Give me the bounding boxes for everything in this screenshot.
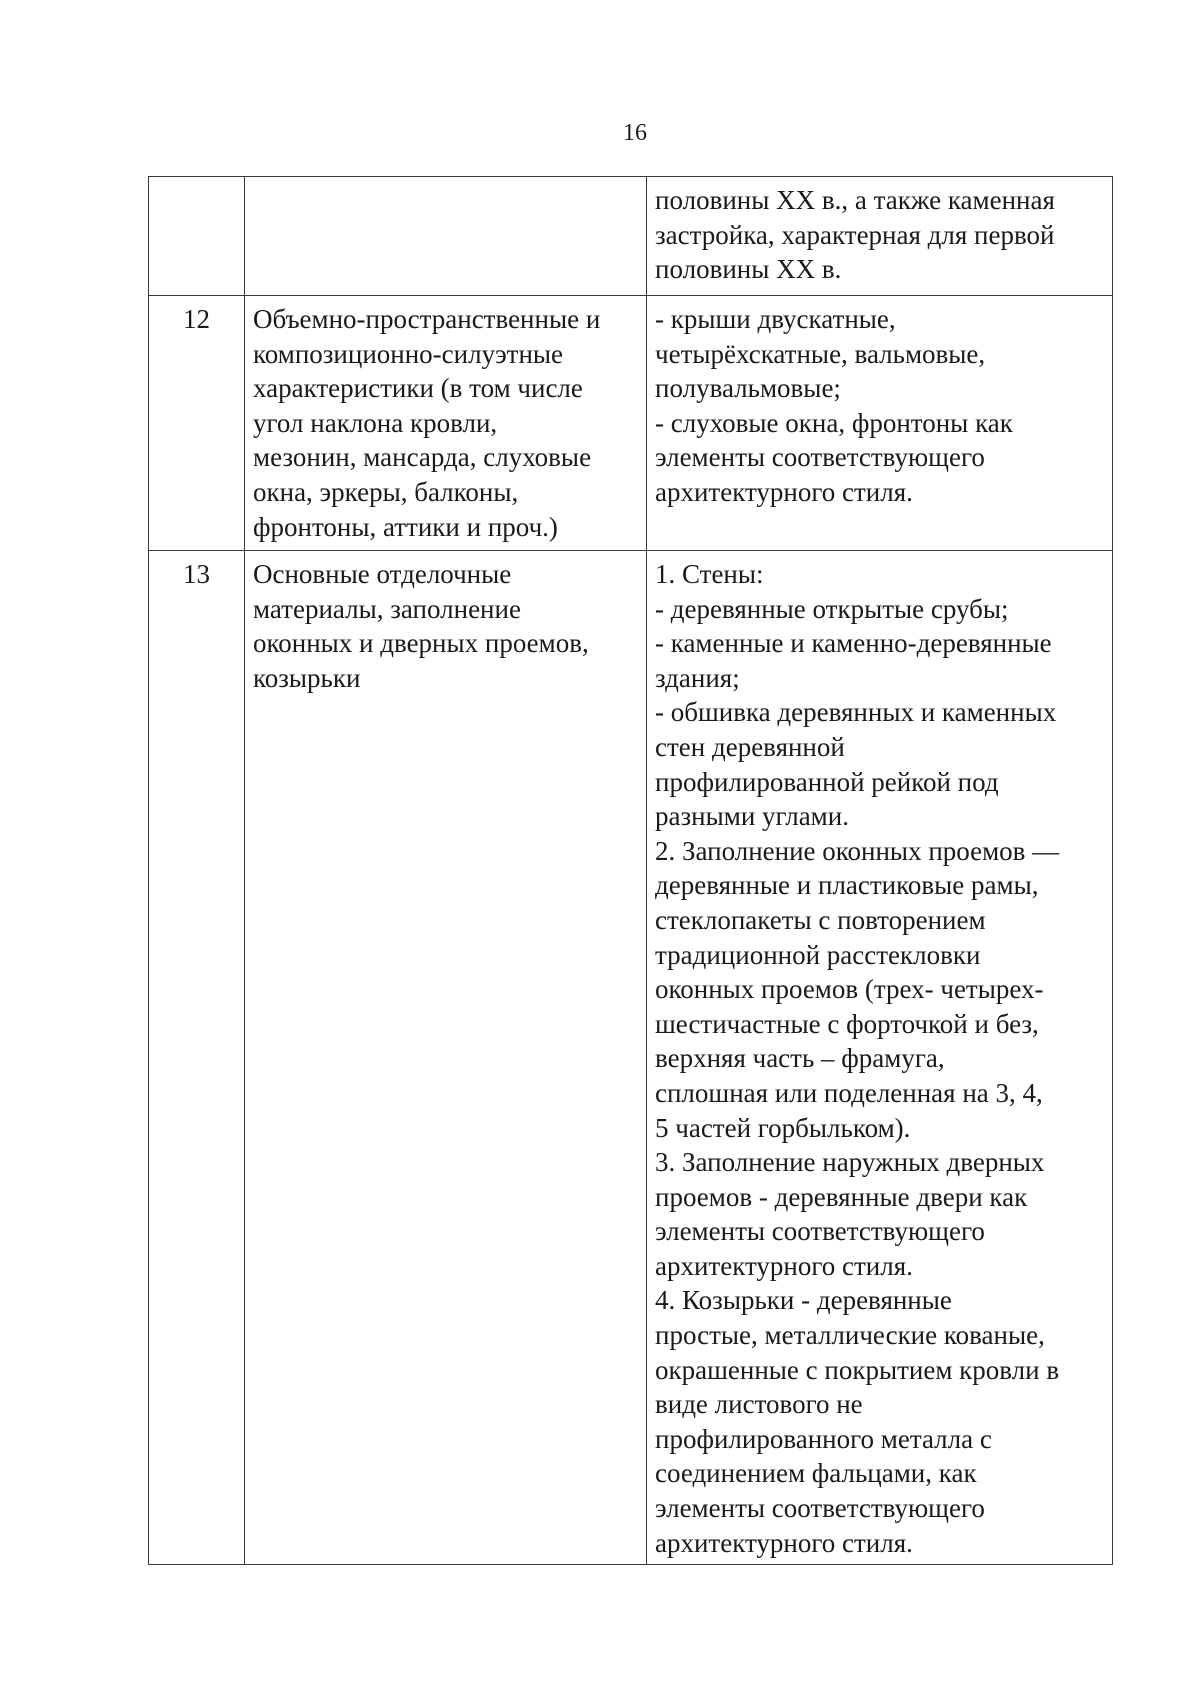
characteristic-cell: Основные отделочные материалы, заполнение оконных и дверных проемов, козырьки: [245, 551, 647, 1565]
description-cell: половины XX в., а также каменная застройка, характерная для первой половины XX в.: [647, 177, 1113, 296]
table-row: [149, 177, 1113, 296]
table-row: [149, 551, 1113, 1565]
page-number: 16: [623, 120, 647, 146]
row-number-cell: 12: [149, 296, 245, 551]
table-row: [149, 296, 1113, 551]
description-cell: 1. Стены: - деревянные открытые срубы; - каменные и каменно-деревянные здания; - обшивка деревянных и каменных стен деревянной профилированной рейкой под разными углами. 2. Заполнение оконных проемов — деревянные и пластиковые рамы, стеклопакеты с повторением традиционной расстекловки оконных проемов (трех- четырех- шестичастные с форточкой и без, верхняя часть – фрамуга, сплошная или поделенная на 3, 4, 5 частей горбыльком). 3. Заполнение наружных дверных проемов - деревянные двери как элементы соответствующего архитектурного стиля. 4. Козырьки - деревянные простые, металлические кованые, окрашенные с покрытием кровли в виде листового не профилированного металла с соединением фальцами, как элементы соответствующего архитектурного стиля.: [647, 551, 1113, 1565]
row-number-cell: [149, 177, 245, 296]
row-number-cell: 13: [149, 551, 245, 1565]
description-cell: - крыши двускатные, четырёхскатные, вальмовые, полувальмовые; - слуховые окна, фронтоны как элементы соответствующего архитектурного стиля.: [647, 296, 1113, 551]
characteristic-cell: [245, 177, 647, 296]
requirements-table: [148, 176, 1113, 1565]
characteristic-cell: Объемно-пространственные и композиционно-силуэтные характеристики (в том числе угол наклона кровли, мезонин, мансарда, слуховые окна, эркеры, балконы, фронтоны, аттики и проч.): [245, 296, 647, 551]
